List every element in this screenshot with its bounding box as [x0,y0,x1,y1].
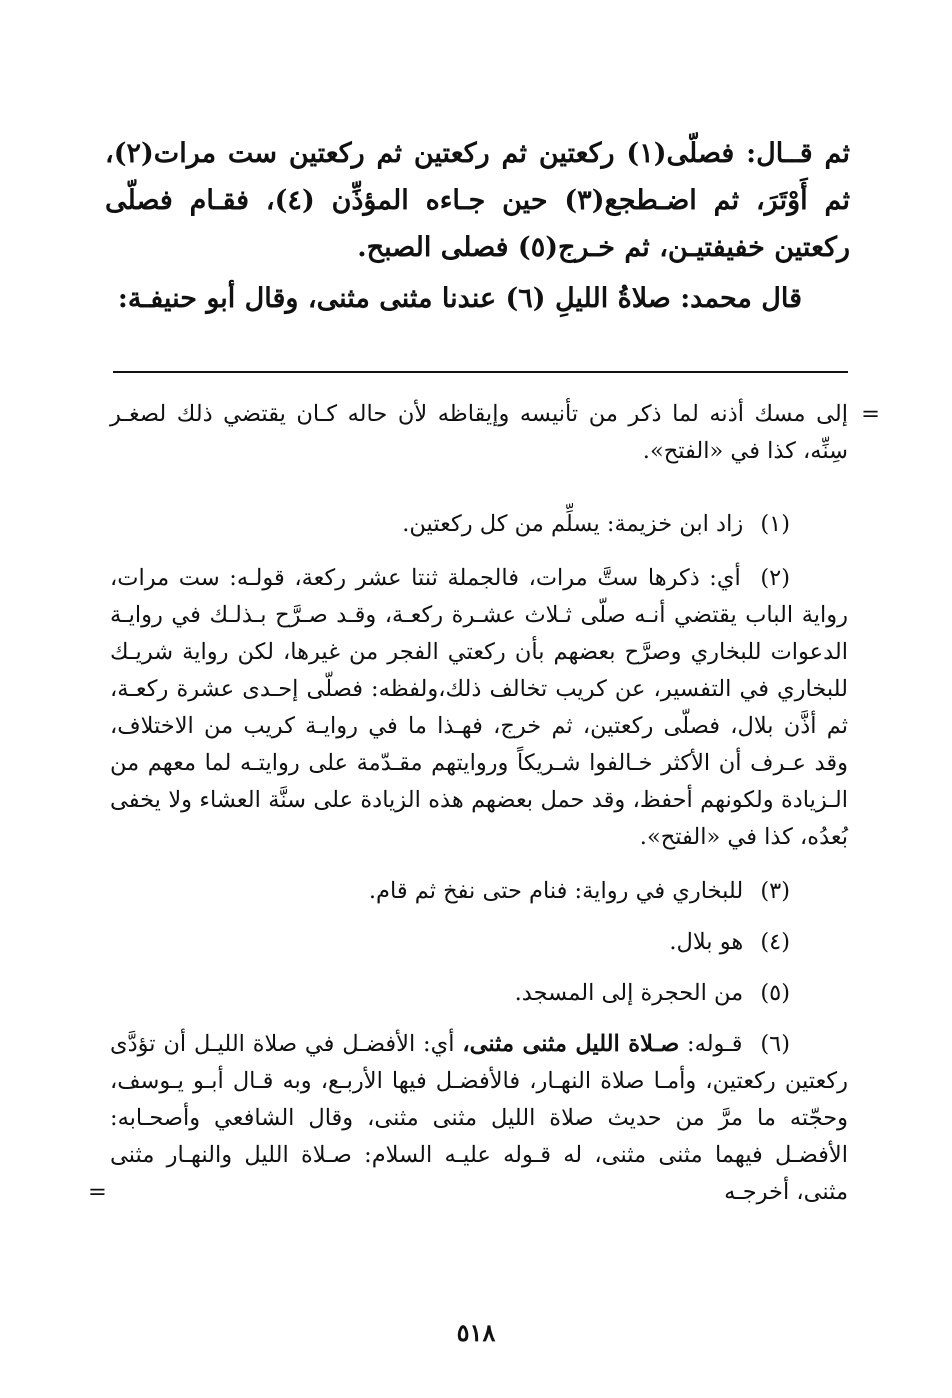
footnote-number: (٢) [760,565,791,591]
footnote-6 [88,1026,848,1211]
footnote-text: زاد ابن خزيمة: يسلِّم من كل ركعتين. [402,511,744,537]
main-paragraph-2: قال محمد: صلاةُ الليلِ (٦) عندنا مثنى مثنى، وقال أبو حنيفـة: [117,283,802,314]
main-paragraph-1: ثم قــال: فصلّى(١) ركعتين ثم ركعتين ثم ركعتين ست مرات(٢)، ثم أَوْتَرَ، ثم اضـطجع(٣) حين جـاءه المؤذِّن (٤)، فقـام فصلّى ركعتين خفيفتيـن، ثم خـرج(٥) فصلى الصبح. [105,138,850,263]
footnote-continuation [110,396,880,470]
footnote-text: هو بلال. [669,929,744,955]
end-marker: = [88,1179,107,1205]
footnote-text: أي: ذكرها ستَّ مرات، فالجملة ثنتا عشر ركعة، قولـه: ست مرات، رواية الباب يقتضي أنـه صلّى ثـلاث عشـرة ركعـة، وقـد صـرَّح بـذلـك في روايـة الدعوات للبخاري وصرَّح بعضهم بأن ركعتي الفجر من غيرها، لكن رواية شريـك للبخاري في التفسير، عن كريب تخالف ذلك،ولفظه: فصلّى إحـدى عشرة ركعـة، ثم أذَّن بلال، فصلّى ركعتين، ثم خرج، فهـذا ما في روايـة كريب من الاختلاف، وقد عـرف أن الأكثر خـالفوا شـريكاً وروايتهم مقـدّمة على روايتـه لما معهم من الـزيادة ولكونهم أحفظ، وقد حمل بعضهم هذه الزيادة على سنَّة العشاء ولا يخفى بُعدُه، كذا في «الفتح». [110,565,848,850]
footnote-text: أي: الأفضـل في صلاة الليـل أن تؤدَّى ركعتين ركعتين، وأمـا صلاة النهـار، فالأفضـل فيها الأربـع، وبه قـال أبـو يـوسف، وحجّته ما مرَّ من حديث صلاة الليل مثنى مثنى، وقال الشافعي وأصحـابه: الأفضـل فيهما مثنى مثنى، له قـوله عليـه السلام: صـلاة الليل والنهـار مثنى مثنى، أخرجـه [110,1031,848,1205]
footnote-text: للبخاري في رواية: فنام حتى نفخ ثم قام. [368,878,744,904]
footnote-lead: قـوله: [687,1031,743,1057]
continuation-marker: = [861,401,880,427]
footnote-bold-phrase: صـلاة الليل مثنى مثنى، [462,1031,680,1057]
footnote-4 [110,924,848,961]
footnote-5 [110,975,848,1012]
footnote-number: (٣) [760,878,790,904]
footnote-text: من الحجرة إلى المسجد. [514,980,744,1006]
footnote-separator [113,371,848,373]
footnote-2 [110,560,848,856]
footnote-number: (٤) [760,929,790,955]
continuation-text: إلى مسك أذنه لما ذكر من تأنيسه وإيقاظه لأن حاله كـان يقتضي ذلك لصغـر سِنِّه، كذا في «الفتح». [110,401,848,464]
page-number: ٥١٨ [456,1318,496,1347]
footnote-number: (٥) [760,980,790,1006]
footnotes [88,396,880,1211]
footnote-number: (٦) [760,1031,791,1057]
main-text [105,130,850,322]
footnote-number: (١) [760,511,790,537]
footnote-1 [110,506,848,543]
footnote-3 [110,873,848,910]
